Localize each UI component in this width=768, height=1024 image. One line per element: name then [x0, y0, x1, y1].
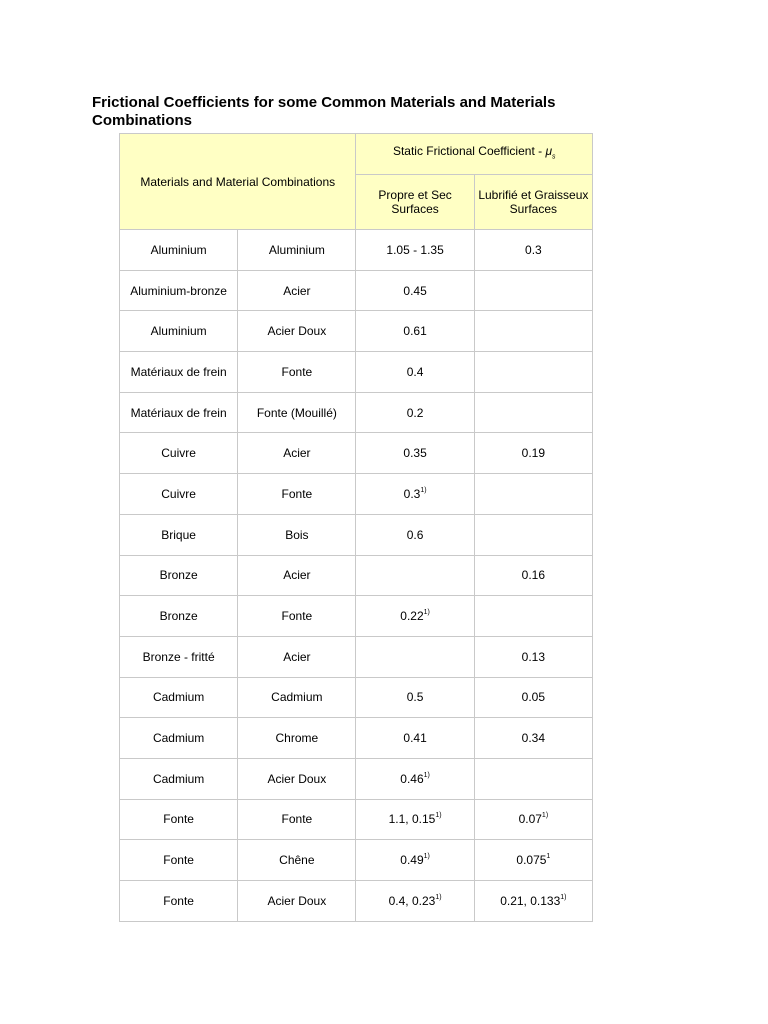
lubricated-coefficient-cell — [474, 392, 592, 433]
dry-coefficient-cell — [356, 799, 474, 840]
lubricated-coefficient-cell — [474, 352, 592, 393]
dry-coefficient-cell — [356, 718, 474, 759]
cell-value: Acier Doux — [267, 771, 327, 786]
cell-value: 0.34 — [521, 731, 546, 746]
cell-value: Fonte — [281, 486, 313, 501]
material-1-cell — [120, 352, 238, 393]
lubricated-coefficient-cell — [474, 555, 592, 596]
cell-value: Bronze — [159, 609, 198, 624]
material-2-cell — [238, 718, 356, 759]
cell-value: 0.61 — [403, 324, 427, 339]
material-2-cell — [238, 555, 356, 596]
dry-coefficient-cell — [356, 433, 474, 474]
lubricated-coefficient-cell — [474, 840, 592, 881]
dry-coefficient-cell — [356, 881, 474, 922]
material-2-cell — [238, 758, 356, 799]
cell-value: 0.16 — [521, 568, 546, 583]
cell-value: 0.4 — [406, 364, 424, 379]
static-coefficient-header — [356, 134, 593, 175]
material-2-cell — [238, 636, 356, 677]
table-row — [120, 596, 593, 637]
material-1-cell — [120, 230, 238, 271]
material-1-cell — [120, 636, 238, 677]
footnote-marker: 1 — [546, 853, 551, 861]
material-2-cell — [238, 230, 356, 271]
footnote-marker: 1) — [560, 893, 567, 901]
cell-value: Brique — [161, 527, 196, 542]
page-title: Frictional Coefficients for some Common Materials and Materials Combinations — [92, 94, 556, 129]
material-1-cell — [120, 270, 238, 311]
lubricated-coefficient-cell — [474, 881, 592, 922]
footnote-marker: 1) — [423, 853, 430, 861]
material-2-cell — [238, 433, 356, 474]
material-1-cell — [120, 596, 238, 637]
cell-value: 0.21, 0.133 — [500, 893, 561, 908]
material-2-cell — [238, 677, 356, 718]
material-2-cell — [238, 270, 356, 311]
cell-value: 0.45 — [403, 283, 427, 298]
dry-coefficient-cell — [356, 514, 474, 555]
cell-value: 0.46 — [400, 771, 424, 786]
table-row — [120, 433, 593, 474]
dry-coefficient-cell — [356, 352, 474, 393]
cell-value: Aluminium — [268, 242, 325, 257]
material-1-cell — [120, 718, 238, 759]
dry-coefficient-cell — [356, 392, 474, 433]
footnote-marker: 1) — [435, 893, 442, 901]
material-1-cell — [120, 311, 238, 352]
cell-value: 0.3 — [403, 486, 421, 501]
cell-value: 0.41 — [403, 731, 427, 746]
table-body — [120, 134, 593, 922]
material-1-cell — [120, 881, 238, 922]
material-1-cell — [120, 677, 238, 718]
table-row — [120, 881, 593, 922]
dry-coefficient-cell — [356, 840, 474, 881]
friction-table — [119, 133, 593, 922]
cell-value: Fonte — [163, 853, 194, 868]
lubricated-coefficient-cell — [474, 311, 592, 352]
materials-header-label: Materials and Material Combinations — [140, 174, 336, 189]
cell-value: 1.1, 0.15 — [388, 812, 436, 827]
lubricated-coefficient-cell — [474, 636, 592, 677]
cell-value: 1.05 - 1.35 — [386, 242, 444, 257]
material-1-cell — [120, 799, 238, 840]
cell-value: Fonte — [163, 893, 194, 908]
cell-value: 0.07 — [518, 812, 542, 827]
footnote-marker: 1) — [420, 486, 427, 494]
cell-value: 0.3 — [525, 242, 542, 257]
cell-value: 0.6 — [406, 527, 424, 542]
table-row — [120, 392, 593, 433]
footnote-marker: 1) — [423, 609, 430, 617]
footnote-marker: 1) — [541, 812, 549, 820]
mu-symbol: $\mu_s$ — [545, 143, 556, 161]
cell-value: 0.5 — [406, 690, 424, 705]
dry-surfaces-label: Propre et Sec Surfaces — [378, 188, 452, 216]
cell-value: Matériaux de frein — [130, 364, 227, 379]
lubricated-coefficient-cell — [474, 799, 592, 840]
material-1-cell — [120, 433, 238, 474]
cell-value: 0.13 — [521, 649, 546, 664]
cell-value: Aluminium — [150, 324, 207, 339]
lubricated-coefficient-cell — [474, 718, 592, 759]
cell-value: Acier Doux — [267, 324, 327, 339]
cell-value: Chrome — [275, 731, 319, 746]
dry-coefficient-cell — [356, 474, 474, 515]
table-row — [120, 799, 593, 840]
materials-header — [120, 134, 356, 230]
lubricated-coefficient-cell — [474, 677, 592, 718]
table-row — [120, 311, 593, 352]
material-1-cell — [120, 514, 238, 555]
material-2-cell — [238, 881, 356, 922]
cell-value: 0.05 — [521, 690, 546, 705]
cell-value: Aluminium — [150, 242, 207, 257]
cell-value: Matériaux de frein — [130, 405, 227, 420]
cell-value: Fonte — [281, 364, 313, 379]
cell-value: Acier Doux — [267, 893, 327, 908]
material-2-cell — [238, 799, 356, 840]
lubricated-surfaces-header — [474, 175, 592, 230]
lubricated-surfaces-label: Lubrifié et Graisseux Surfaces — [478, 188, 589, 216]
cell-value: Chêne — [279, 853, 315, 868]
footnote-marker: 1) — [435, 812, 442, 820]
cell-value: Cadmium — [152, 690, 205, 705]
lubricated-coefficient-cell — [474, 596, 592, 637]
header-row — [120, 134, 593, 175]
cell-value: 0.49 — [400, 853, 424, 868]
cell-value: Bronze - fritté — [142, 649, 215, 664]
material-2-cell — [238, 311, 356, 352]
cell-value: 0.4, 0.23 — [388, 893, 436, 908]
table-row — [120, 352, 593, 393]
dry-coefficient-cell — [356, 270, 474, 311]
material-1-cell — [120, 392, 238, 433]
lubricated-coefficient-cell — [474, 230, 592, 271]
static-coefficient-label: Static Frictional Coefficient - — [392, 143, 546, 158]
cell-value: Cadmium — [271, 690, 323, 705]
cell-value: Cadmium — [152, 731, 205, 746]
material-2-cell — [238, 352, 356, 393]
table-row — [120, 230, 593, 271]
material-1-cell — [120, 474, 238, 515]
lubricated-coefficient-cell — [474, 433, 592, 474]
dry-coefficient-cell — [356, 758, 474, 799]
cell-value: 0.35 — [403, 446, 427, 461]
dry-coefficient-cell — [356, 555, 474, 596]
cell-value: Bronze — [159, 568, 198, 583]
cell-value: Aluminium-bronze — [130, 283, 227, 298]
table-row — [120, 270, 593, 311]
material-2-cell — [238, 392, 356, 433]
cell-value: Fonte — [281, 609, 313, 624]
cell-value: Fonte (Mouillé) — [256, 405, 337, 420]
dry-coefficient-cell — [356, 311, 474, 352]
dry-coefficient-cell — [356, 677, 474, 718]
dry-surfaces-header — [356, 175, 474, 230]
material-2-cell — [238, 840, 356, 881]
lubricated-coefficient-cell — [474, 758, 592, 799]
lubricated-coefficient-cell — [474, 270, 592, 311]
cell-value: 0.075 — [516, 853, 547, 868]
lubricated-coefficient-cell — [474, 474, 592, 515]
footnote-marker: 1) — [423, 771, 430, 779]
material-1-cell — [120, 840, 238, 881]
material-2-cell — [238, 474, 356, 515]
cell-value: Cadmium — [152, 771, 205, 786]
cell-value: Bois — [285, 527, 309, 542]
cell-value: Cuivre — [161, 486, 196, 501]
table-row — [120, 677, 593, 718]
cell-value: Acier — [283, 568, 311, 583]
cell-value: Cuivre — [161, 446, 196, 461]
cell-value: Acier — [283, 649, 311, 664]
table-row — [120, 758, 593, 799]
table-row — [120, 474, 593, 515]
cell-value: Acier — [283, 446, 311, 461]
cell-value: Acier — [283, 283, 311, 298]
lubricated-coefficient-cell — [474, 514, 592, 555]
table-row — [120, 840, 593, 881]
table-row — [120, 636, 593, 677]
dry-coefficient-cell — [356, 230, 474, 271]
cell-value: Fonte — [281, 812, 313, 827]
material-2-cell — [238, 596, 356, 637]
table-row — [120, 718, 593, 759]
cell-value: Fonte — [163, 812, 194, 827]
dry-coefficient-cell — [356, 636, 474, 677]
table-row — [120, 555, 593, 596]
cell-value: 0.2 — [406, 405, 424, 420]
cell-value: 0.19 — [521, 446, 546, 461]
material-1-cell — [120, 555, 238, 596]
material-1-cell — [120, 758, 238, 799]
cell-value: 0.22 — [400, 609, 424, 624]
dry-coefficient-cell — [356, 596, 474, 637]
table-row — [120, 514, 593, 555]
material-2-cell — [238, 514, 356, 555]
